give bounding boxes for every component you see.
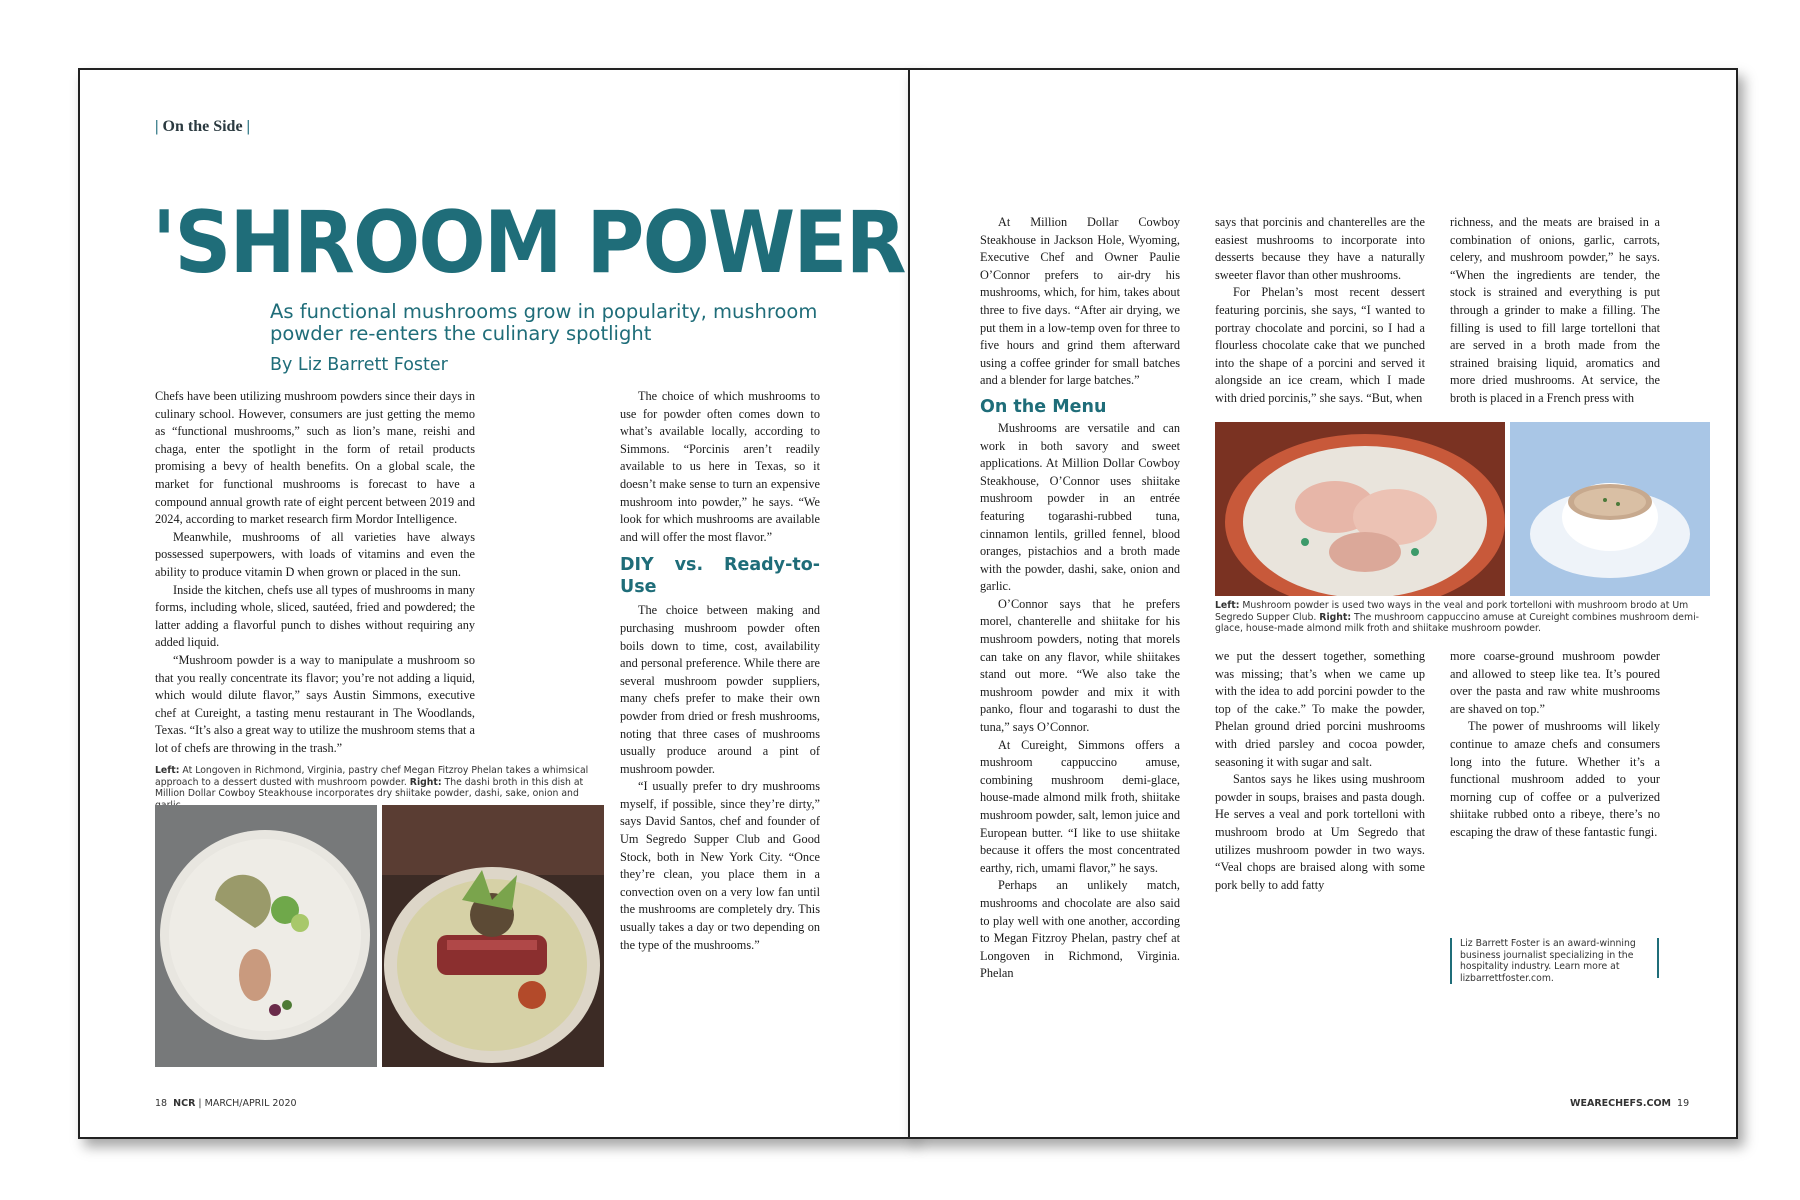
left-col1 (155, 388, 475, 757)
byline: By Liz Barrett Foster (270, 355, 448, 375)
subhead-diy: DIY vs. Ready-to-Use (620, 555, 820, 598)
tuna-dish-photo (382, 805, 604, 1067)
bio-rule (1657, 938, 1659, 978)
paragraph: “Mushroom powder is a way to manipulate a mushroom so that you really concentrate its flavor; you’re not adding a liquid, which would dilute flavor,” says Austin Simmons, executive chef at Cureight, a tasting menu restaurant in The Woodlands, Texas. “It’s also a great way to utilize the mushroom stems that a lot of chefs are throwing in the trash.” (155, 652, 475, 755)
dessert-photo (155, 805, 377, 1067)
tortelloni-photo (1215, 422, 1505, 596)
paragraph: The power of mushrooms will likely continue to amaze chefs and consumers long into the future. Whether it’s a functional mushroom added to your morning cup of coffee or a pulverized shiitake rubbed onto a ribeye, there’s no escaping the draw of these fantastic fungi. (1450, 719, 1660, 839)
paragraph: we put the dessert together, something was missing; that’s when we came up with the idea to add porcini powder to the top of the cake.” To make the powder, Phelan ground dried porcini mushrooms with dried parsley and cocoa powder, seasoning it with sugar and salt. (1215, 649, 1425, 769)
paragraph: Meanwhile, mushrooms of all varieties have always possessed superpowers, with loads of vitamins and even the ability to produce vitamin D when grown or placed in the sun. (155, 529, 475, 579)
subhead-on-the-menu: On the Menu (980, 396, 1107, 417)
right-col3-top (1450, 214, 1660, 408)
right-col3-bottom (1450, 648, 1660, 842)
paragraph: Perhaps an unlikely match, mushrooms and chocolate are also said to play well with one another, according to Megan Fitzroy Phelan, pastry chef at Longoven in Richmond, Virginia. Phelan (980, 878, 1180, 981)
paragraph: Chefs have been utilizing mushroom powders since their days in culinary school. However, consumers are just getting the memo as “functional mushrooms,” such as lion’s mane, reishi and chaga, enter the spotlight in the form of retail products promising a bevy of health benefits. On a global scale, the market for functional mushrooms is forecast to have a compound annual growth rate of eight percent between 2019 and 2024, according to market research firm Mordor Intelligence. (155, 389, 475, 527)
section-tag: | On the Side | (155, 118, 251, 135)
photo-caption-right-page: Left: Mushroom powder is used two ways in the veal and pork tortelloni with mushroom brodo at Um Segredo Supper Club. Right: The mushroom cappuccino amuse at Cureight combines mushroom demi-glace, house-made almond milk froth and shiitake mushroom powder. (1215, 600, 1700, 634)
paragraph: more coarse-ground mushroom powder and allowed to steep like tea. It’s poured over the pasta and raw white mushrooms are shaved on top.” (1450, 649, 1660, 716)
paragraph: For Phelan’s most recent dessert featuring porcinis, she says, “I wanted to portray chocolate and porcini, so I had a flourless chocolate cake that we punched into the shape of a porcini and served it alongside an ice cream, which I made with dried porcinis,” she says. “But, when (1215, 285, 1425, 405)
paragraph: The choice between making and purchasing mushroom powder often boils down to time, cost, availability and personal preference. While there are several mushroom powder suppliers, many chefs prefer to make their own powder from dried or fresh mushrooms, noting that three cases of mushrooms usually produce around a pint of mushroom powder. (620, 603, 820, 776)
dek: As functional mushrooms grow in popularity, mushroom powder re-enters the culinary spotlight (270, 300, 818, 345)
paragraph: richness, and the meats are braised in a combination of onions, garlic, carrots, celery, and mushroom powder,” he says. “When the ingredients are tender, the stock is strained and everything is put through a grinder to make a filling. The filling is used to fill large tortelloni that are served in a broth made from the strained braising liquid, aromatics and more dried mushrooms. At service, the broth is placed in a French press with (1450, 215, 1660, 405)
right-footer: WEARECHEFS.COM 19 (1570, 1098, 1690, 1109)
right-page (908, 68, 1738, 1139)
paragraph: says that porcinis and chanterelles are the easiest mushrooms to incorporate into desserts because they have a naturally sweeter flavor than other mushrooms. (1215, 215, 1425, 282)
photo-caption-left-page: Left: At Longoven in Richmond, Virginia, pastry chef Megan Fitzroy Phelan takes a whimsical approach to a dessert dusted with mushroom powder. Right: The dashi broth in this dish at Million Dollar Cowboy Steakhouse incorporates dry shiitake powder, dashi, sake, onion and (155, 765, 589, 799)
paragraph: O’Connor says that he prefers morel, chanterelle and shiitake for his mushroom powders, noting that morels can take on any flavor, while shiitakes stand out more. “We also take the mushroom powder and mix it with panko, flour and togarashi to dust the tuna,” says O’Connor. (980, 596, 1180, 735)
left-page (78, 68, 912, 1139)
right-col1 (980, 214, 1180, 983)
cappuccino-amuse-photo (1510, 422, 1710, 596)
left-col2 (620, 388, 820, 954)
headline: 'SHROOM POWER (152, 193, 905, 293)
paragraph: Santos says he likes using mushroom powder in soups, braises and pasta dough. He serves a veal and pork tortelloni with mushroom brodo at Um Segredo that utilizes mushroom powder in two ways. “Veal chops are braised along with some pork belly to add fatty (1215, 772, 1425, 892)
paragraph: Mushrooms are versatile and can work in both savory and sweet applications. At Million Dollar Cowboy Steakhouse, O’Connor uses shiitake mushroom powder in an entrée featuring togarashi-rubbed tuna, cinnamon lentils, grilled fennel, blood oranges, pistachios and a broth made with the powder, dashi, sake, onion and garlic. (980, 420, 1180, 594)
right-col2-bottom (1215, 648, 1425, 894)
paragraph: “I usually prefer to dry mushrooms myself, if possible, since they’re dirty,” says David Santos, chef and founder of Um Segredo Supper Club and Good Stock, both in New York City. “Once they’re clean, you place them in a convection oven on a very low fan until the mushrooms are completely dry. This usually takes a day or two depending on the type of the mushrooms.” (620, 779, 820, 952)
paragraph: Inside the kitchen, chefs use all types of mushrooms in many forms, including whole, sliced, sautéed, fried and powdered; the latter adding a flavorful punch to dishes without requiring any added liquid. (155, 582, 475, 650)
paragraph: At Cureight, Simmons offers a mushroom cappuccino amuse, combining mushroom demi-glace, house-made almond milk froth, shiitake mushroom powder, salt, lemon juice and European butter. “I like to use shiitake because it offers the most concentrated earthy, rich, umami flavor,” he says. (980, 737, 1180, 875)
left-footer: 18 NCR | MARCH/APRIL 2020 (155, 1098, 297, 1109)
paragraph: At Million Dollar Cowboy Steakhouse in Jackson Hole, Wyoming, Executive Chef and Owner Paulie O’Connor prefers to air-dry his mushrooms, which, for him, takes about three to five days. “After air drying, we put them in a low-temp oven for three to five hours and grind them afterward using a coffee grinder for small batches and a blender for large batches.” (980, 215, 1180, 388)
right-col2-top (1215, 214, 1425, 408)
paragraph: The choice of which mushrooms to use for powder often comes down to what’s available locally, according to Simmons. “Porcinis aren’t readily available to us here in Texas, so it doesn’t make sense to turn an expensive mushroom into powder,” he says. “We look for which mushrooms are available and will offer the most flavor.” (620, 389, 820, 544)
author-bio: Liz Barrett Foster is an award-winning business journalist specializing in the hospitality industry. Learn more at lizbarrettfoster.com. (1450, 938, 1645, 984)
